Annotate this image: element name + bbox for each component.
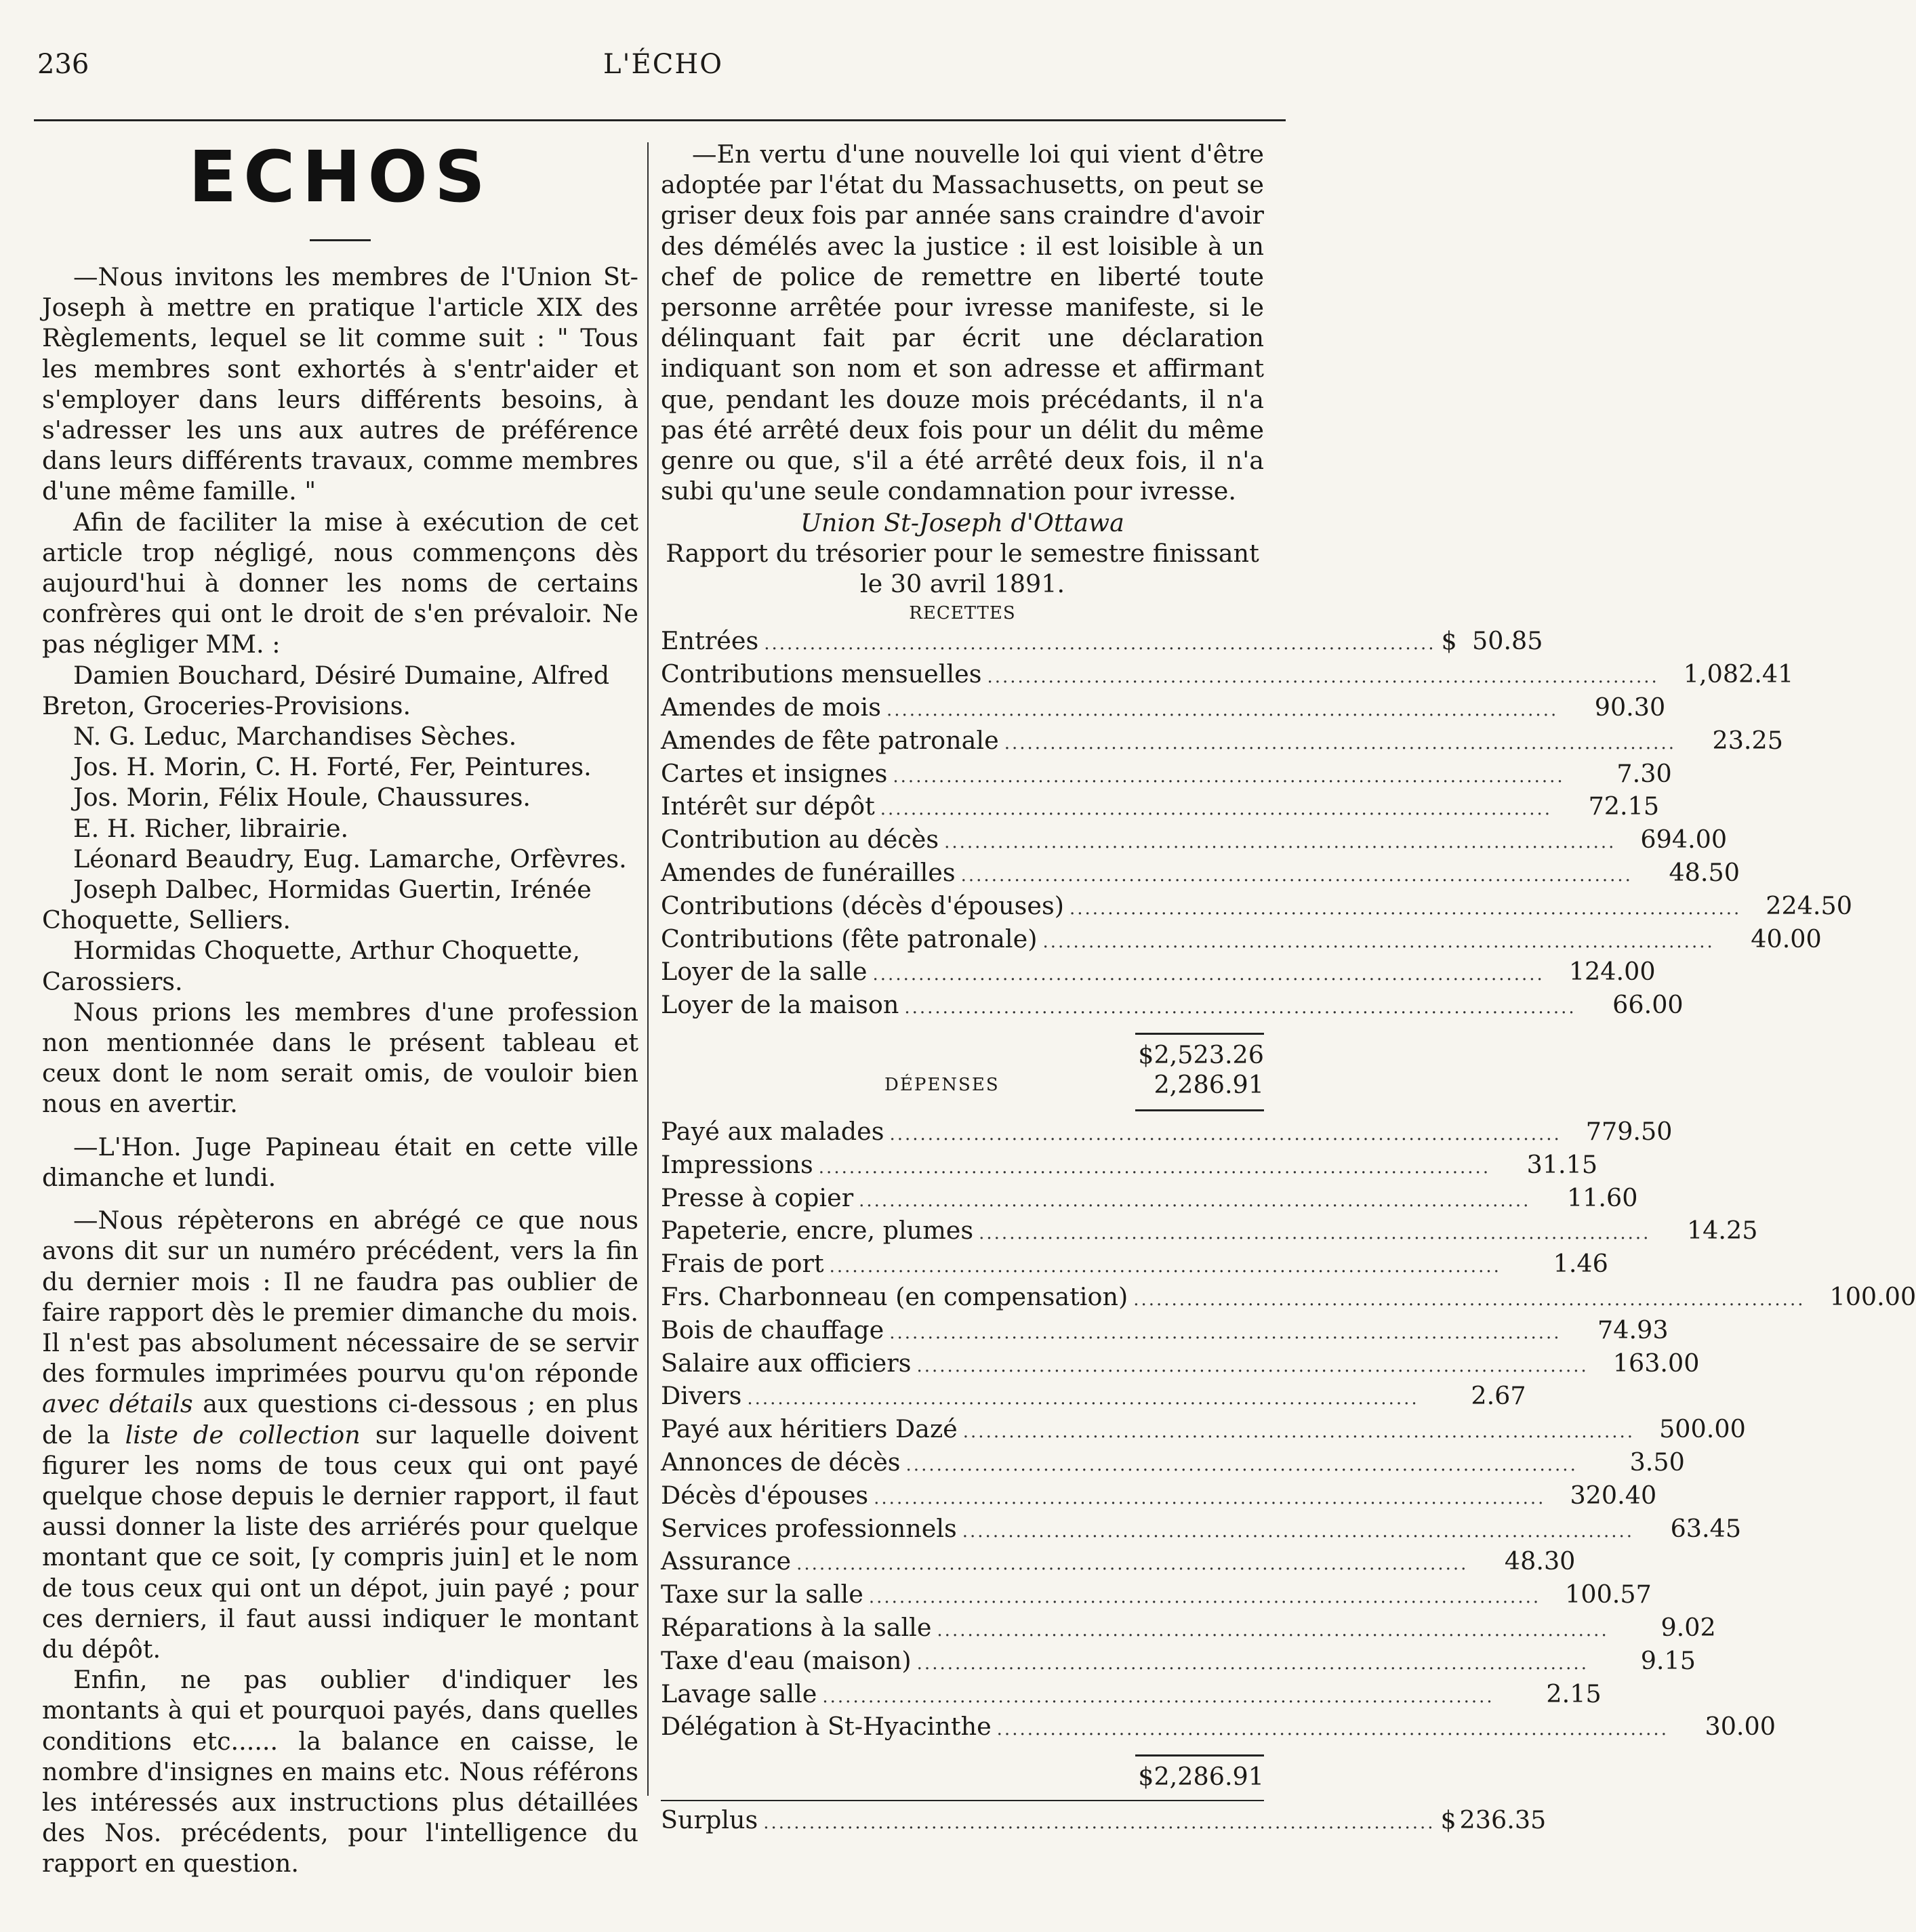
ledger-row [661,792,1660,825]
leader-dots: ........................................................................................ [763,1813,1435,1834]
ledger-amount: 2.15 [1546,1679,1602,1708]
ledger-row [661,858,1740,891]
leader-dots: ........................................................................................ [960,865,1633,886]
leader-dots: ........................................................................................ [1133,1289,1806,1310]
ledger-label: Papeterie, encre, plumes [661,1216,974,1246]
ledger-label: Contributions (fête patronale) [661,924,1038,953]
ledger-amount: 23.25 [1712,725,1783,755]
leader-dots: ........................................................................................ [1004,733,1676,754]
ledger-amount: 100.00 [1829,1281,1916,1311]
leader-dots: ........................................................................................ [886,700,1559,721]
section-title: ECHOS [188,136,492,218]
leader-dots: ........................................................................................ [829,1256,1501,1277]
subtotal-rule [1135,1754,1264,1756]
ledger-row [661,758,1672,792]
ledger-row [661,890,1852,924]
papineau-paragraph: —L'Hon. Juge Papineau était en cette ville dimanche et lundi. [42,1132,638,1192]
leader-dots: ........................................................................................ [868,1587,1541,1608]
ledger-row [661,957,1656,990]
ledger-amount: 9.02 [1660,1612,1716,1642]
ledger-row [661,1645,1696,1679]
ledger-row [661,1679,1602,1712]
ledger-row [661,1281,1916,1315]
leader-dots: ........................................................................................ [962,1521,1635,1542]
leader-dots: ........................................................................................ [916,1355,1589,1376]
surplus-row [661,1805,1547,1838]
request-paragraph: Nous prions les membres d'une profession non mentionnée dans le présent tableau et ceux dont le nom serait omis, de vouloir bien nous en avertir. [42,997,638,1119]
depenses-total: $2,286.91 [1138,1762,1264,1792]
leader-dots: ........................................................................................ [937,1620,1609,1641]
leader-dots: ........................................................................................ [796,1554,1469,1575]
ledger-amount: 500.00 [1659,1414,1746,1444]
member-list-item: Léonard Beaudry, Eug. Lamarche, Orfèvres. [73,844,627,873]
ledger-amount: 72.15 [1588,792,1660,821]
ledger-label: Assurance [661,1546,792,1576]
member-list-item: Jos. Morin, Félix Houle, Chaussures. [73,783,531,813]
ledger-amount: 100.57 [1565,1580,1652,1609]
recettes-total: $2,523.26 [1138,1040,1264,1069]
page-header-title: L'ÉCHO [603,49,724,80]
ledger-amount: 694.00 [1640,825,1728,855]
ledger-row [661,693,1666,726]
ledger-label: Frs. Charbonneau (en compensation) [661,1281,1128,1311]
recettes-heading: RECETTES [909,603,1016,624]
ledger-row [661,825,1728,858]
ledger-row [661,1480,1657,1514]
ledger-label: Entrées [661,626,759,656]
ledger-label: Intérêt sur dépôt [661,792,875,821]
ledger-label: Loyer de la maison [661,990,899,1020]
ledger-amount: 50.85 [1472,626,1543,656]
leader-dots: ........................................................................................ [979,1223,1651,1244]
ledger-label: Contribution au décès [661,825,939,855]
depenses-total-inline: 2,286.91 [1154,1070,1264,1099]
ledger-row [661,725,1783,759]
leader-dots: ........................................................................................ [874,1487,1546,1508]
article-facilitate-paragraph: Afin de faciliter la mise à exécution de cet article trop négligé, nous commençons dès aujourd'hui à donner les noms de certains confrères qui ont le droit de s'en prévaloir. Ne pas négliger MM. : [42,507,638,659]
massachusetts-paragraph: —En vertu d'une nouvelle loi qui vient d'être adoptée par l'état du Massachusetts, on peut se griser deux fois par année sans craindre d'avoir des démélés avec la justice : il est loisible à un chef de police de remettre en liberté toute personne arrêtée pour ivresse manifeste, si le délinquant fait par écrit une déclaration indiquant son nom et son adresse et affirmant que, pendant les douze mois précédants, il n'a pas été arrêté deux fois pour un délit du même genre ou que, s'il a été arrêté deux fois, il n'a subi qu'une seule condamnation pour ivresse. [661,140,1264,506]
ledger-amount: 11.60 [1566,1183,1638,1212]
leader-dots: ........................................................................................ [880,799,1553,820]
ledger-label: Cartes et insignes [661,758,888,788]
ledger-amount: 40.00 [1751,924,1822,953]
page-number: 236 [37,49,89,80]
ledger-label: Bois de chauffage [661,1315,884,1344]
ledger-label: Taxe sur la salle [661,1580,863,1609]
leader-dots: ........................................................................................ [905,1454,1578,1475]
ledger-amount: 90.30 [1594,693,1666,722]
ledger-label: Payé aux malades [661,1117,884,1146]
ledger-label: Impressions [661,1149,813,1179]
leader-dots: ........................................................................................ [822,1686,1494,1707]
subtotal-rule [1135,1109,1264,1111]
ledger-amount: 63.45 [1670,1513,1742,1543]
ledger-row [661,1149,1598,1183]
italic-phrase: liste de collection [125,1420,361,1450]
currency-sign: $ [1441,626,1457,656]
ledger-label: Presse à copier [661,1183,854,1212]
article-union-paragraph: —Nous invitons les membres de l'Union St-Joseph à mettre en pratique l'article XIX des Règlements, lequel se lit comme suit : " Tous les membres sont exhortés à s'entr'aider et s'employer dans leurs différents besoins, à s'adresser les uns aux autres de préférence dans leurs différents travaux, comme membres d'une même famille. " [42,262,638,506]
leader-dots: ........................................................................................ [872,964,1545,985]
ledger-row [661,924,1822,958]
member-list [42,660,638,997]
ledger-label: Amendes de funérailles [661,858,956,888]
report-title-line2: le 30 avril 1891. [859,569,1065,599]
ledger-label: Amendes de mois [661,693,881,722]
ledger-row [661,1348,1700,1382]
leader-dots: ........................................................................................ [904,998,1576,1019]
ledger-row [661,1414,1746,1447]
depenses-table [661,1117,1916,1745]
leader-dots: ........................................................................................ [747,1389,1419,1410]
italic-phrase: avec détails [42,1389,193,1419]
recettes-table [661,626,1852,1023]
organization-name: Union St-Joseph d'Ottawa [800,508,1124,538]
ledger-row [661,1580,1652,1613]
leader-dots: ........................................................................................ [764,634,1436,655]
member-list-item: N. G. Leduc, Marchandises Sèches. [73,722,517,752]
ledger-row [661,1712,1776,1745]
ledger-row [661,1117,1673,1150]
ledger-label: Annonces de décès [661,1447,901,1477]
surplus-amount: 236.35 [1459,1805,1547,1835]
currency-sign: $ [1440,1805,1456,1835]
ledger-amount: 163.00 [1612,1348,1700,1378]
ledger-label: Contributions mensuelles [661,659,982,689]
ledger-amount: 320.40 [1570,1480,1657,1510]
ledger-amount: 1,082.41 [1683,659,1794,689]
ledger-amount: 14.25 [1686,1216,1758,1246]
ledger-amount: 1.46 [1553,1249,1608,1279]
depenses-heading-row [661,1070,1264,1100]
ledger-row [661,1249,1608,1282]
leader-dots: ........................................................................................ [1042,931,1715,952]
column-divider [647,142,649,1796]
ledger-amount: 7.30 [1616,758,1672,788]
ledger-label: Salaire aux officiers [661,1348,912,1378]
ledger-row [661,1612,1716,1646]
ledger-label: Décès d'épouses [661,1480,869,1510]
ledger-label: Délégation à St-Hyacinthe [661,1712,992,1742]
ledger-amount: 31.15 [1526,1149,1598,1179]
ledger-row [661,1381,1526,1414]
member-list-item: E. H. Richer, librairie. [73,813,349,843]
ledger-row [661,1216,1758,1249]
leader-dots: ........................................................................................ [1069,898,1742,919]
ledger-row [661,626,1543,659]
ledger-label: Frais de port [661,1249,824,1279]
ledger-amount: 124.00 [1568,957,1656,987]
member-list-item: Hormidas Choquette, Arthur Choquette, Carossiers. [42,936,580,996]
ledger-amount: 66.00 [1612,990,1684,1020]
leader-dots: ........................................................................................ [893,766,1565,787]
left-column [42,136,638,1879]
member-list-item: Damien Bouchard, Désiré Dumaine, Alfred Breton, Groceries-Provisions. [42,660,610,720]
leader-dots: ........................................................................................ [889,1124,1562,1145]
surplus-label: Surplus [661,1805,758,1835]
ledger-amount: 3.50 [1629,1447,1685,1477]
surplus-rule [661,1800,1264,1801]
closing-paragraph: Enfin, ne pas oublier d'indiquer les montants à qui et pourquoi payés, dans quelles conditions etc...... la balance en caisse, le nombre d'insignes en mains etc. Nous référons les intéressés aux instructions plus détaillées des Nos. précédents, pour l'intelligence du rapport en question. [42,1665,638,1878]
ledger-label: Amendes de fête patronale [661,725,999,755]
header-rule [34,119,1286,121]
title-rule [310,239,371,241]
ledger-row [661,1315,1669,1349]
leader-dots: ........................................................................................ [944,832,1616,853]
ledger-label: Lavage salle [661,1679,817,1708]
ledger-row [661,1546,1576,1580]
ledger-row [661,1513,1742,1547]
leader-dots: ........................................................................................ [996,1719,1669,1740]
member-list-item: Joseph Dalbec, Hormidas Guertin, Irénée Choquette, Selliers. [42,875,592,935]
ledger-label: Payé aux héritiers Dazé [661,1414,958,1444]
ledger-label: Loyer de la salle [661,957,868,987]
leader-dots: ........................................................................................ [916,1653,1589,1674]
ledger-amount: 779.50 [1585,1117,1673,1146]
leader-dots: ........................................................................................ [962,1422,1635,1443]
leader-dots: ........................................................................................ [818,1157,1491,1178]
ledger-amount: 48.30 [1504,1546,1576,1576]
ledger-label: Divers [661,1381,742,1411]
leader-dots: ........................................................................................ [987,667,1659,688]
ledger-label: Contributions (décès d'épouses) [661,890,1064,920]
ledger-row [661,659,1794,693]
ledger-amount: 48.50 [1669,858,1740,888]
subtotal-rule [1135,1033,1264,1035]
member-list-item: Jos. H. Morin, C. H. Forté, Fer, Peintures. [73,752,592,782]
ledger-row [661,990,1684,1023]
ledger-label: Services professionnels [661,1513,957,1543]
ledger-amount: 9.15 [1640,1645,1696,1675]
leader-dots: ........................................................................................ [889,1322,1562,1343]
leader-dots: ........................................................................................ [859,1190,1531,1211]
ledger-amount: 30.00 [1705,1712,1776,1742]
ledger-label: Réparations à la salle [661,1612,932,1642]
right-column [661,139,1916,1838]
report-instructions-paragraph: —Nous répèterons en abrégé ce que nous avons dit sur un numéro précédent, vers la fin du dernier mois : Il ne faudra pas oublier de faire rapport dès le premier dimanche du mois. Il n'est pas absolument nécessaire de se servir des formules imprimées pourvu qu'on réponde avec détails aux questions ci-dessous ; en plus de la liste de collection sur laquelle doivent figurer les noms de tous ceux qui ont payé quelque chose depuis le dernier rapport, il faut aussi donner la liste des arriérés pour quelque montant que ce soit, [y compris juin] et le nom de tous ceux qui ont un dépot, juin payé ; pour ces derniers, il faut aussi indiquer le montant du dépôt. [42,1206,638,1664]
depenses-heading: DÉPENSES [884,1075,1000,1095]
report-title-line1: Rapport du trésorier pour le semestre finissant [666,539,1259,569]
ledger-amount: 74.93 [1597,1315,1669,1344]
ledger-amount: 2.67 [1471,1381,1526,1411]
ledger-row [661,1447,1685,1481]
ledger-amount: 224.50 [1766,890,1852,920]
ledger-row [661,1183,1638,1216]
ledger-label: Taxe d'eau (maison) [661,1645,912,1675]
